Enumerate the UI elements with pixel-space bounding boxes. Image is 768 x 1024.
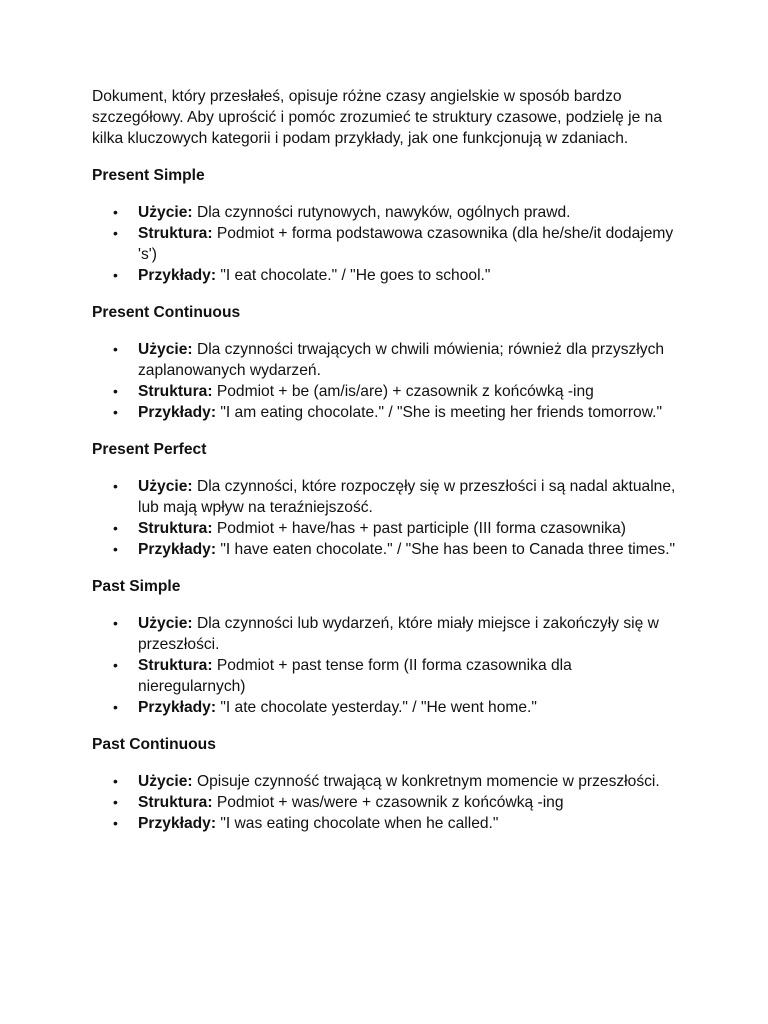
item-text: Dla czynności lub wydarzeń, które miały miejsce i zakończyły się w przeszłości. [138, 615, 659, 653]
item-label: Przykłady: [138, 815, 217, 832]
item-text: Dla czynności rutynowych, nawyków, ogólnych prawd. [192, 204, 571, 221]
section-title: Past Continuous [92, 736, 216, 753]
list-item [92, 381, 682, 402]
list-item [92, 402, 682, 423]
list-item [92, 792, 682, 813]
item-text: Opisuje czynność trwającą w konkretnym momencie w przeszłości. [192, 773, 660, 790]
bullet-list [92, 476, 682, 560]
bullet-icon: • [113, 541, 118, 557]
bullet-icon: • [113, 404, 118, 420]
bullet-icon: • [113, 204, 118, 220]
item-label: Struktura: [138, 225, 213, 242]
list-item [92, 476, 682, 518]
bullet-icon: • [113, 478, 118, 494]
list-item [92, 771, 682, 792]
list-item [92, 813, 682, 834]
bullet-icon: • [113, 815, 118, 831]
bullet-icon: • [113, 615, 118, 631]
item-label: Użycie: [138, 204, 193, 221]
item-label: Przykłady: [138, 267, 217, 284]
item-text: Podmiot + have/has + past participle (III forma czasownika) [212, 520, 626, 537]
item-label: Przykłady: [138, 699, 217, 716]
list-item [92, 223, 682, 265]
section-present-perfect [92, 439, 682, 560]
bullet-icon: • [113, 520, 118, 536]
list-item [92, 339, 682, 381]
bullet-list [92, 339, 682, 423]
bullet-icon: • [113, 383, 118, 399]
item-text: Dla czynności, które rozpoczęły się w przeszłości i są nadal aktualne, lub mają wpływ na teraźniejszość. [138, 478, 676, 516]
item-label: Przykłady: [138, 541, 217, 558]
list-item [92, 697, 682, 718]
item-label: Struktura: [138, 657, 213, 674]
section-present-continuous [92, 302, 682, 423]
item-text: "I am eating chocolate." / "She is meeting her friends tomorrow." [216, 404, 662, 421]
bullet-icon: • [113, 657, 118, 673]
list-item [92, 518, 682, 539]
item-text: Podmiot + be (am/is/are) + czasownik z końcówką -ing [212, 383, 594, 400]
section-present-simple [92, 165, 682, 286]
list-item [92, 655, 682, 697]
item-label: Struktura: [138, 794, 213, 811]
item-text: "I ate chocolate yesterday." / "He went home." [216, 699, 537, 716]
section-past-continuous [92, 734, 682, 834]
list-item [92, 539, 682, 560]
bullet-icon: • [113, 773, 118, 789]
item-label: Struktura: [138, 520, 213, 537]
bullet-list [92, 613, 682, 718]
document-page [92, 86, 682, 850]
item-text: Dla czynności trwających w chwili mówienia; również dla przyszłych zaplanowanych wydarzeń. [138, 341, 665, 379]
item-label: Przykłady: [138, 404, 217, 421]
item-label: Użycie: [138, 615, 193, 632]
item-text: "I have eaten chocolate." / "She has been to Canada three times." [216, 541, 676, 558]
list-item [92, 202, 682, 223]
item-text: "I was eating chocolate when he called." [216, 815, 499, 832]
section-title: Present Continuous [92, 304, 241, 321]
item-label: Struktura: [138, 383, 213, 400]
intro-paragraph: Dokument, który przesłałeś, opisuje różne czasy angielskie w sposób bardzo szczegółowy. Aby uprościć i pomóc zrozumieć te struktury czasowe, podzielę je na kilka kluczowych kategorii i podam przykłady, jak one funkcjonują w zdaniach. [92, 88, 662, 147]
item-text: Podmiot + was/were + czasownik z końcówką -ing [212, 794, 564, 811]
list-item [92, 613, 682, 655]
section-title: Past Simple [92, 578, 181, 595]
item-label: Użycie: [138, 478, 193, 495]
item-text: "I eat chocolate." / "He goes to school." [216, 267, 491, 284]
section-title: Present Simple [92, 167, 205, 184]
bullet-icon: • [113, 267, 118, 283]
item-text: Podmiot + forma podstawowa czasownika (dla he/she/it dodajemy 's') [138, 225, 674, 263]
item-label: Użycie: [138, 341, 193, 358]
bullet-list [92, 202, 682, 286]
list-item [92, 265, 682, 286]
section-past-simple [92, 576, 682, 718]
item-label: Użycie: [138, 773, 193, 790]
bullet-icon: • [113, 699, 118, 715]
item-text: Podmiot + past tense form (II forma czasownika dla nieregularnych) [138, 657, 572, 695]
section-title: Present Perfect [92, 441, 207, 458]
bullet-list [92, 771, 682, 834]
bullet-icon: • [113, 341, 118, 357]
bullet-icon: • [113, 794, 118, 810]
bullet-icon: • [113, 225, 118, 241]
